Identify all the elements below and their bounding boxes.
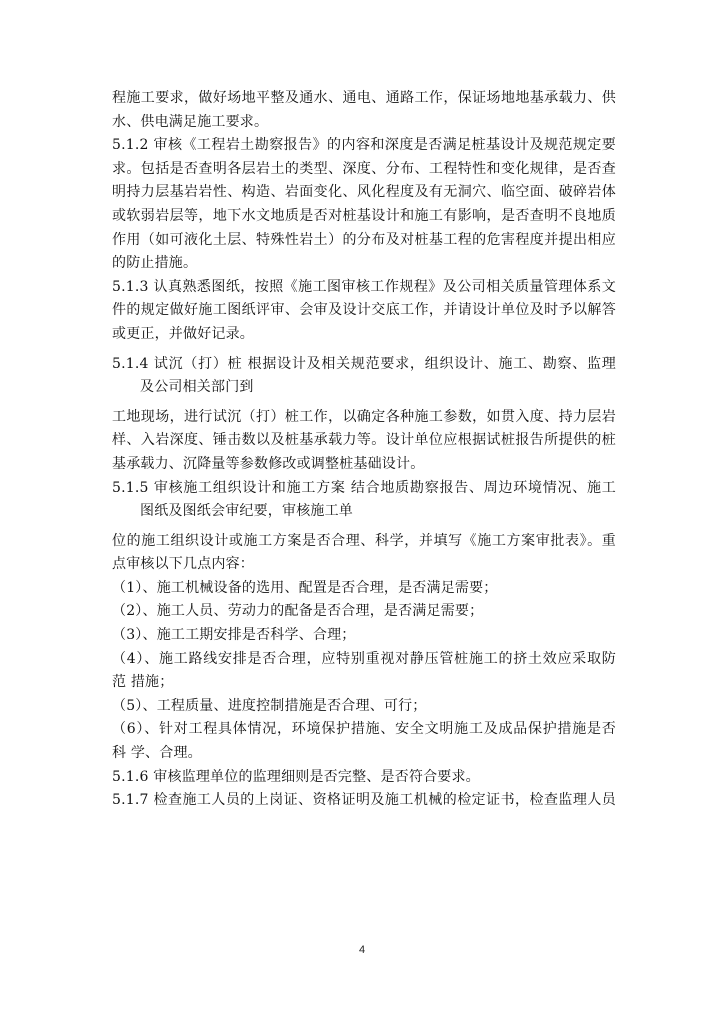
- list-item: （4）、施工路线安排是否合理，应特别重视对静压管桩施工的挤土效应采取防: [112, 650, 616, 667]
- section-5-1-2-heading-line: 5.1.2 审核《工程岩土勘察报告》的内容和深度是否满足桩基设计及规范规定要: [112, 137, 616, 154]
- text-line: 工地现场，进行试沉（打）桩工作，以确定各种施工参数，如贯入度、持力层岩: [112, 408, 616, 425]
- text-line: 明持力层基岩岩性、构造、岩面变化、风化程度及有无洞穴、临空面、破碎岩体: [112, 184, 616, 201]
- text-line: 样、入岩深度、锤击数以及桩基承载力等。设计单位应根据试桩报告所提供的桩: [112, 432, 616, 449]
- text-line: 位的施工组织设计或施工方案是否合理、科学，并填写《施工方案审批表》。重: [112, 532, 616, 549]
- text-line: 点审核以下几点内容：: [112, 556, 254, 573]
- section-5-1-4-heading-line: 5.1.4 试沉（打）桩 根据设计及相关规范要求，组织设计、施工、勘察、监理: [112, 355, 616, 372]
- text-line: 的防止措施。: [112, 255, 198, 272]
- section-5-1-7-heading-line: 5.1.7 检查施工人员的上岗证、资格证明及施工机械的检定证书，检查监理人员: [112, 792, 616, 809]
- list-item: （1）、施工机械设备的选用、配置是否合理，是否满足需要；: [112, 579, 498, 596]
- list-item: （6）、针对工程具体情况，环境保护措施、安全文明施工及成品保护措施是否: [112, 721, 616, 738]
- section-5-1-3-heading-line: 5.1.3 认真熟悉图纸，按照《施工图审核工作规程》及公司相关质量管理体系文: [112, 278, 616, 295]
- text-line: 基承载力、沉降量等参数修改或调整桩基础设计。: [112, 455, 425, 472]
- text-line: 或软弱岩层等，地下水文地质是否对桩基设计和施工有影响，是否查明不良地质: [112, 207, 616, 224]
- text-line: 或更正，并做好记录。: [112, 325, 254, 342]
- list-item: （2）、施工人员、劳动力的配备是否合理，是否满足需要；: [112, 603, 484, 620]
- body-text: [112, 87, 616, 813]
- text-line: 水、供电满足施工要求。: [112, 113, 269, 130]
- section-5-1-5-heading-line: 5.1.5 审核施工组织设计和施工方案 结合地质勘察报告、周边环境情况、施工: [112, 479, 616, 496]
- list-item-continuation: 科 学、合理。: [112, 745, 202, 762]
- text-line: 程施工要求，做好场地平整及通水、通电、通路工作，保证场地地基承载力、供: [112, 90, 616, 106]
- text-line: 图纸及图纸会审纪要，审核施工单: [140, 503, 353, 520]
- list-item: （5）、工程质量、进度控制措施是否合理、可行；: [112, 697, 427, 714]
- text-line: 及公司相关部门到: [140, 379, 254, 396]
- text-line: 求。包括是否查明各层岩土的类型、深度、分布、工程特性和变化规律，是否查: [112, 160, 616, 177]
- list-item: （3）、施工工期安排是否科学、合理；: [112, 627, 356, 644]
- list-item-continuation: 范 措施；: [112, 674, 174, 691]
- text-line: 作用（如可液化土层、特殊性岩土）的分布及对桩基工程的危害程度并提出相应: [112, 231, 616, 248]
- text-line: 件的规定做好施工图纸评审、会审及设计交底工作，并请设计单位及时予以解答: [112, 302, 616, 319]
- section-5-1-6-line: 5.1.6 审核监理单位的监理细则是否完整、是否符合要求。: [112, 768, 480, 785]
- page-number: 4: [358, 944, 366, 956]
